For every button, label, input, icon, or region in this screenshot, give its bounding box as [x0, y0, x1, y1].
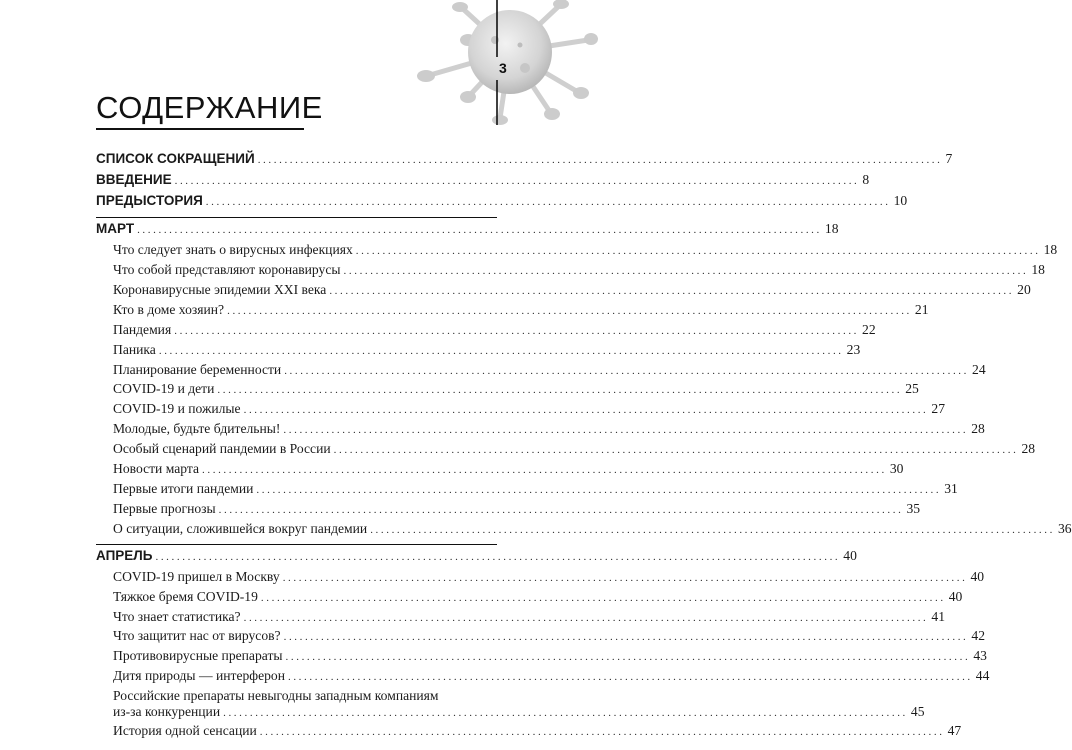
toc-item-label: Особый сценарий пандемии в России: [113, 441, 331, 457]
leader-dots: ................................................................................................................................: [283, 631, 969, 644]
toc-item-page: 30: [889, 460, 904, 476]
toc-item-label: Первые итоги пандемии: [113, 480, 254, 496]
toc-item[interactable]: [96, 361, 986, 382]
toc-item-label: COVID-19 пришел в Москву: [113, 568, 280, 584]
toc-item-page: 42: [971, 628, 985, 644]
leader-dots: ................................................................................................................................: [243, 404, 929, 417]
leader-dots: ................................................................................................................................: [218, 503, 904, 516]
toc-item-label: Кто в доме хозяин?: [113, 301, 225, 317]
toc-item-multiline[interactable]: [96, 688, 925, 723]
page-number: 3: [499, 60, 507, 76]
toc-item-page: 28: [1021, 441, 1036, 457]
toc-entry-introduction[interactable]: [96, 172, 870, 193]
toc-item[interactable]: [96, 262, 1045, 282]
toc-item[interactable]: [96, 401, 945, 421]
leader-dots: ................................................................................................................................: [260, 591, 946, 604]
toc-item[interactable]: [96, 301, 929, 322]
toc-item-label: COVID-19 и пожилые: [113, 401, 241, 417]
leader-dots: ................................................................................................................................: [205, 196, 891, 208]
section-divider: [96, 544, 497, 545]
toc-item-page: 22: [862, 321, 876, 337]
toc-entry-page: 8: [862, 172, 870, 187]
toc-item-page: 23: [846, 341, 861, 357]
toc-item-label: О ситуации, сложившейся вокруг пандемии: [113, 520, 368, 536]
leader-dots: ................................................................................................................................: [355, 245, 1041, 258]
toc-item[interactable]: [96, 441, 1036, 461]
toc-item-label: История одной сенсации: [113, 723, 257, 739]
toc-entry-label: ВВЕДЕНИЕ: [96, 172, 172, 187]
toc-item-label: Первые прогнозы: [113, 500, 216, 516]
toc-entry-prehistory[interactable]: [96, 193, 908, 214]
toc-item[interactable]: [96, 460, 904, 481]
toc-item-page: 24: [972, 361, 986, 377]
toc-item-page: 18: [1031, 262, 1045, 278]
toc-item-page: 21: [914, 301, 929, 317]
leader-dots: ................................................................................................................................: [370, 523, 1055, 536]
leader-dots: ................................................................................................................................: [227, 304, 912, 317]
toc-part-page: 18: [824, 221, 839, 237]
toc-item-label: Что защитит нас от вирусов?: [113, 628, 281, 644]
toc-item[interactable]: [96, 381, 919, 401]
leader-dots: ................................................................................................................................: [287, 671, 973, 684]
toc-item[interactable]: [96, 723, 962, 743]
toc-item-page: 20: [1017, 281, 1031, 297]
toc-item-label: Противовирусные препараты: [113, 648, 283, 664]
toc-item-label: Пандемия: [113, 321, 172, 337]
toc-item[interactable]: [96, 281, 1031, 302]
leader-dots: ................................................................................................................................: [223, 707, 908, 720]
leader-dots: ................................................................................................................................: [256, 483, 942, 496]
leader-dots: ................................................................................................................................: [343, 265, 1029, 278]
toc-entry-label: ПРЕДЫСТОРИЯ: [96, 193, 203, 208]
toc-item-page: 36: [1058, 520, 1072, 536]
toc-item[interactable]: [96, 628, 985, 648]
toc-item-label: Что следует знать о вирусных инфекциях: [113, 242, 353, 258]
toc-entry-page: 7: [945, 151, 953, 166]
leader-dots: ................................................................................................................................: [202, 463, 887, 476]
toc-part-page: 40: [843, 547, 857, 563]
toc-entry-label: СПИСОК СОКРАЩЕНИЙ: [96, 151, 255, 166]
toc-item-label: Что собой представляют коронавирусы: [113, 262, 341, 278]
toc-item-page: 35: [906, 500, 921, 516]
leader-dots: ................................................................................................................................: [174, 324, 860, 337]
leader-dots: ................................................................................................................................: [283, 424, 969, 437]
toc-item-label: Планирование беременности: [113, 361, 282, 377]
toc-item[interactable]: [96, 480, 958, 501]
leader-dots: ................................................................................................................................: [284, 364, 970, 377]
toc-item[interactable]: [96, 341, 861, 362]
toc-part-label: МАРТ: [96, 221, 135, 237]
toc-item[interactable]: [96, 668, 990, 688]
toc-item[interactable]: [96, 321, 876, 342]
leader-dots: ................................................................................................................................: [333, 444, 1019, 457]
toc-item-page: 44: [975, 668, 990, 684]
toc-item[interactable]: [96, 500, 921, 521]
leader-dots: ................................................................................................................................: [243, 611, 929, 624]
leader-dots: ................................................................................................................................: [285, 651, 971, 664]
toc-item-label-line2: из-за конкуренции: [113, 704, 221, 720]
toc-part-april[interactable]: [96, 547, 857, 569]
toc-item-label: Дитя природы — интерферон: [113, 668, 285, 684]
table-of-contents: [96, 151, 1072, 743]
leader-dots: ................................................................................................................................: [174, 175, 860, 187]
toc-item-page: 45: [910, 704, 925, 720]
toc-item-page: 40: [970, 568, 985, 584]
toc-entry-abbreviations[interactable]: [96, 151, 953, 172]
leader-dots: ................................................................................................................................: [217, 384, 903, 397]
toc-entry-page: 10: [893, 193, 908, 208]
toc-item[interactable]: [96, 648, 987, 668]
toc-item-label: Новости марта: [113, 460, 200, 476]
leader-dots: ................................................................................................................................: [329, 284, 1015, 297]
toc-item[interactable]: [96, 568, 985, 589]
page-title: СОДЕРЖАНИЕ: [96, 90, 323, 125]
toc-item-page: 27: [931, 401, 945, 417]
toc-item[interactable]: [96, 242, 1058, 262]
toc-part-label: АПРЕЛЬ: [96, 547, 153, 563]
toc-item-page: 47: [947, 723, 962, 739]
toc-item-page: 41: [931, 608, 946, 624]
toc-item[interactable]: [96, 421, 985, 441]
toc-item-label: Коронавирусные эпидемии XXI века: [113, 281, 327, 297]
toc-item-label: Паника: [113, 341, 156, 357]
toc-item-page: 28: [971, 421, 985, 437]
leader-dots: ................................................................................................................................: [155, 550, 841, 563]
toc-item-page: 25: [905, 381, 919, 397]
toc-item[interactable]: [96, 588, 963, 609]
toc-item-page: 40: [948, 588, 963, 604]
toc-item-page: 18: [1043, 242, 1058, 258]
toc-item-label: COVID-19 и дети: [113, 381, 215, 397]
toc-item-label: Тяжкое бремя COVID-19: [113, 588, 258, 604]
toc-part-march[interactable]: [96, 221, 839, 242]
leader-dots: ................................................................................................................................: [259, 726, 945, 739]
leader-dots: ................................................................................................................................: [137, 224, 822, 237]
toc-item-page: 31: [944, 480, 958, 496]
section-divider: [96, 217, 497, 218]
leader-dots: ................................................................................................................................: [282, 571, 968, 584]
title-underline: [96, 128, 304, 130]
toc-item[interactable]: [96, 608, 946, 629]
toc-item-label: Что знает статистика?: [113, 608, 241, 624]
toc-item-label-line1: Российские препараты невыгодны западным компаниям: [113, 688, 439, 704]
toc-item[interactable]: [96, 520, 1072, 541]
leader-dots: ................................................................................................................................: [257, 154, 943, 166]
toc-item-label: Молодые, будьте бдительны!: [113, 421, 281, 437]
leader-dots: ................................................................................................................................: [158, 344, 844, 357]
toc-item-page: 43: [973, 648, 987, 664]
